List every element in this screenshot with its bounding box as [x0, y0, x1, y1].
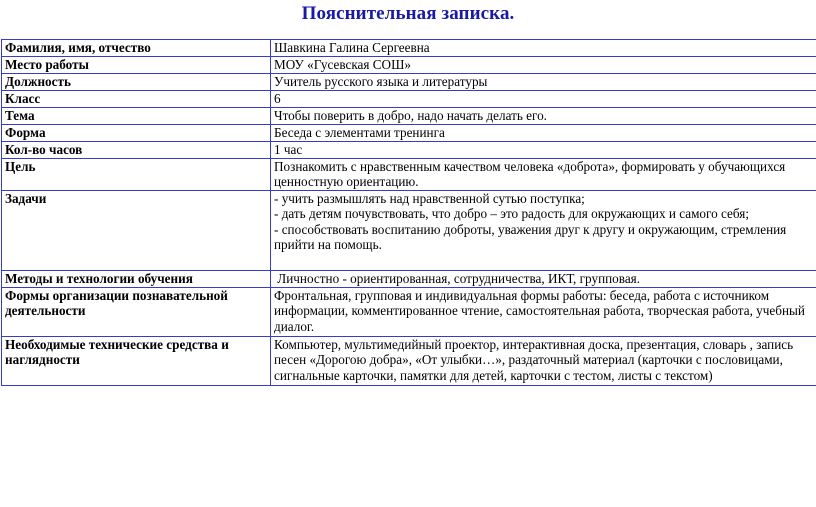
row-value-line: Компьютер, мультимедийный проектор, интерактивная доска, презентация, словарь , запись: [274, 336, 794, 352]
table-row: [2, 142, 816, 159]
table-row: [2, 108, 816, 125]
row-value-line: - учить размышлять над нравственной сутью поступка;: [274, 190, 585, 206]
row-value: [271, 270, 816, 287]
row-value-line: Шавкина Галина Сергеевна: [274, 40, 430, 55]
info-table: [1, 39, 816, 386]
row-value-line: песен «Дорогою добра», «От улыбки…», раздаточный материал (карточки с пословицами,: [274, 352, 783, 367]
row-value: [271, 40, 816, 57]
table-row: [2, 336, 816, 385]
row-value: [271, 108, 816, 125]
row-value-line: прийти на помощь.: [274, 237, 382, 252]
row-label: Тема: [2, 108, 271, 125]
row-value-line: 1 час: [274, 142, 303, 157]
table-row: [2, 125, 816, 142]
row-value: [271, 74, 816, 91]
row-value-line: ценностную ориентацию.: [274, 174, 419, 189]
row-value-line: МОУ «Гусевская СОШ»: [274, 57, 411, 72]
row-value-line: - дать детям почувствовать, что добро – это радость для окружающих и самого себя;: [274, 206, 749, 221]
row-label: Методы и технологии обучения: [2, 270, 271, 287]
row-label: Фамилия, имя, отчество: [2, 40, 271, 57]
row-value-line: Познакомить с нравственным качеством человека «доброта», формировать у обучающихся: [274, 158, 786, 174]
table-row: [2, 287, 816, 336]
table-row: [2, 40, 816, 57]
row-value: [271, 125, 816, 142]
row-value-line: Беседа с элементами тренинга: [274, 125, 445, 140]
table-row: [2, 57, 816, 74]
row-value: [271, 190, 816, 270]
row-value-line: Личностно - ориентированная, сотрудничества, ИКТ, групповая.: [274, 270, 641, 286]
row-value: [271, 142, 816, 159]
row-label: Задачи: [2, 190, 271, 270]
row-label: Место работы: [2, 57, 271, 74]
row-value-line: сигнальные карточки, памятки для детей, карточки с тестом, листы с текстом): [274, 367, 713, 383]
row-value-line: информации, комментированное чтение, самостоятельная работа, творческая работа, учебный: [274, 303, 805, 318]
row-value-line: диалог.: [274, 318, 315, 334]
table-row: [2, 190, 816, 270]
row-value-line: - способствовать воспитанию доброты, уважения друг к другу и окружающим, стремления: [274, 221, 787, 237]
row-value: [271, 336, 816, 385]
row-value-line: Фронтальная, групповая и индивидуальная формы работы: беседа, работа с источником: [274, 287, 770, 303]
table-row: [2, 74, 816, 91]
row-value: [271, 57, 816, 74]
row-label: Формы организации познавательной деятельности: [2, 287, 271, 336]
row-label: Форма: [2, 125, 271, 142]
row-value: [271, 287, 816, 336]
row-label: Необходимые технические средства и наглядности: [2, 336, 271, 385]
row-label: Цель: [2, 158, 271, 190]
page-title: Пояснительная записка.: [301, 3, 515, 24]
row-label: Класс: [2, 91, 271, 108]
row-value-line: Чтобы поверить в добро, надо начать делать его.: [274, 108, 547, 123]
row-value: [271, 91, 816, 108]
row-value-line: Учитель русского языка и литературы: [274, 74, 488, 89]
table-row: [2, 158, 816, 190]
row-label: Должность: [2, 74, 271, 91]
table-row: [2, 270, 816, 287]
row-label: Кол-во часов: [2, 142, 271, 159]
row-value-line: 6: [274, 91, 281, 106]
row-value: [271, 158, 816, 190]
table-row: [2, 91, 816, 108]
